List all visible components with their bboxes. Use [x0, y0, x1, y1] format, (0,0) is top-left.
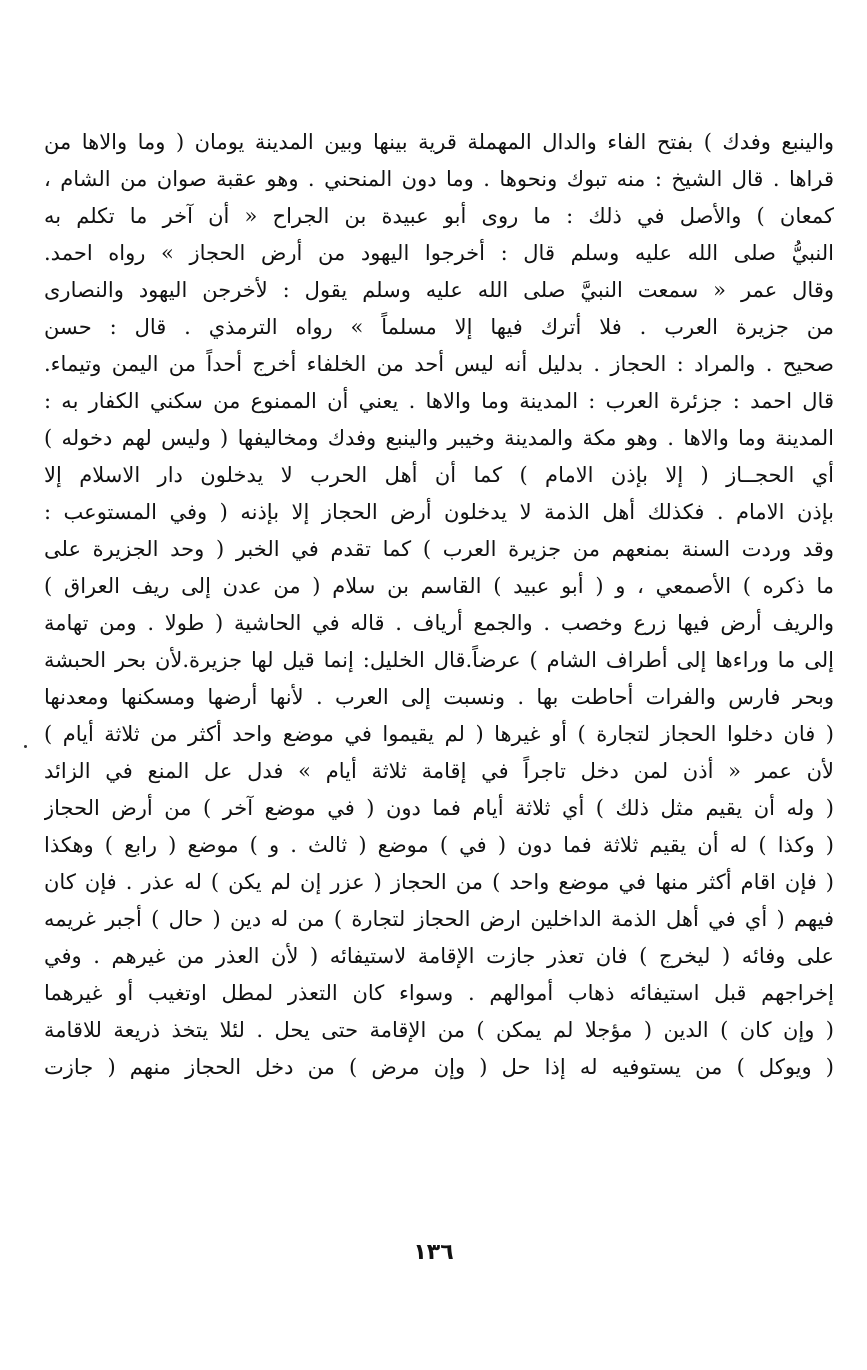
text-line: من جزيرة العرب . فلا أترك فيها إلا مسلماً » رواه الترمذي . قال : حسن — [44, 315, 834, 339]
text-line: فيهم ( أي في أهل الذمة الداخلين ارض الحجاز لتجارة ) من له دين ( حال ) أجبر غريمه — [44, 907, 834, 931]
text-line: أي الحجــاز ( إلا بإذن الامام ) كما أن أهل الحرب لا يدخلون دار الاسلام إلا — [44, 463, 834, 487]
text-line: إخراجهم قبل استيفائه ذهاب أموالهم . وسواء كان التعذر لمطل اوتغيب أو غيرهما — [44, 981, 834, 1005]
text-line: قال احمد : جزئرة العرب : المدينة وما والاها . يعني أن الممنوع من سكني الكفار به : — [44, 389, 834, 413]
text-line: وقال عمر « سمعت النبيَّ صلى الله عليه وسلم يقول : لأخرجن اليهود والنصارى — [44, 278, 834, 302]
text-line: ( ويوكل ) من يستوفيه له إذا حل ( وإن مرض ) من دخل الحجاز منهم ( جازت — [44, 1055, 834, 1079]
text-line: لأن عمر « أذن لمن دخل تاجراً في إقامة ثلاثة أيام » فدل عل المنع في الزائد — [44, 759, 834, 783]
text-line: وبحر فارس والفرات أحاطت بها . ونسبت إلى العرب . لأنها أرضها ومسكنها ومعدنها — [44, 685, 834, 709]
text-line: ( وله أن يقيم مثل ذلك ) أي ثلاثة أيام فما دون ( في موضع آخر ) من أرض الحجاز — [44, 796, 834, 820]
text-line: وقد وردت السنة بمنعهم من جزيرة العرب ) كما تقدم في الخبر ( وحد الجزيرة على — [44, 537, 834, 561]
body-text — [44, 124, 834, 1086]
text-line: ( فان دخلوا الحجاز لتجارة ) أو غيرها ( لم يقيموا في موضع واحد أكثر من ثلاثة أيام ) — [44, 722, 834, 746]
text-line: ( فإن اقام أكثر منها في موضع واحد ) من الحجاز ( عزر إن لم يكن ) له عذر . فإن كان — [44, 870, 834, 894]
text-line: قراها . قال الشيخ : منه تبوك ونحوها . وما دون المنحني . وهو عقبة صوان من الشام ، — [44, 167, 834, 191]
text-line: المدينة وما والاها . وهو مكة والمدينة وخيبر والينبع وفدك ومخاليفها ( وليس لهم دخوله ) — [44, 426, 834, 450]
page-number: ١٣٦ — [413, 1240, 454, 1265]
text-line: والينبع وفدك ) بفتح الفاء والدال المهملة قرية بينها وبين المدينة يومان ( وما والاها من — [44, 130, 834, 154]
text-line: كمعان ) والأصل في ذلك : ما روى أبو عبيدة بن الجراح « أن آخر ما تكلم به — [44, 204, 834, 228]
text-line: والريف أرض فيها زرع وخصب . والجمع أرياف . قاله في الحاشية ( طولا . ومن تهامة — [44, 611, 834, 635]
margin-dot — [24, 745, 27, 748]
text-line: ما ذكره ) الأصمعي ، و ( أبو عبيد ) القاسم بن سلام ( من عدن إلى ريف العراق ) — [44, 574, 834, 598]
text-line: إلى ما وراءها إلى أطراف الشام ) عرضاً.قال الخليل: إنما قيل لها جزيرة.لأن بحر الحبشة — [44, 648, 834, 672]
text-line: ( وإن كان ) الدين ( مؤجلا لم يمكن ) من الإقامة حتى يحل . لئلا يتخذ ذريعة للاقامة — [44, 1018, 834, 1042]
text-line: على وفائه ( ليخرج ) فان تعذر جازت الإقامة لاستيفائه ( لأن العذر من غيرهم . وفي — [44, 944, 834, 968]
text-line: صحيح . والمراد : الحجاز . بدليل أنه ليس أحد من الخلفاء أخرج أحداً من اليمن وتيماء. — [44, 352, 834, 376]
text-line: ( وكذا ) له أن يقيم ثلاثة فما دون ( في ) موضع ( ثالث . و ) موضع ( رابع ) وهكذا — [44, 833, 834, 857]
text-line: بإذن الامام . فكذلك أهل الذمة لا يدخلون أرض الحجاز إلا بإذنه ( وفي المستوعب : — [44, 500, 834, 524]
text-line: النبيُّ صلى الله عليه وسلم قال : أخرجوا اليهود من أرض الحجاز » رواه احمد. — [44, 241, 834, 265]
